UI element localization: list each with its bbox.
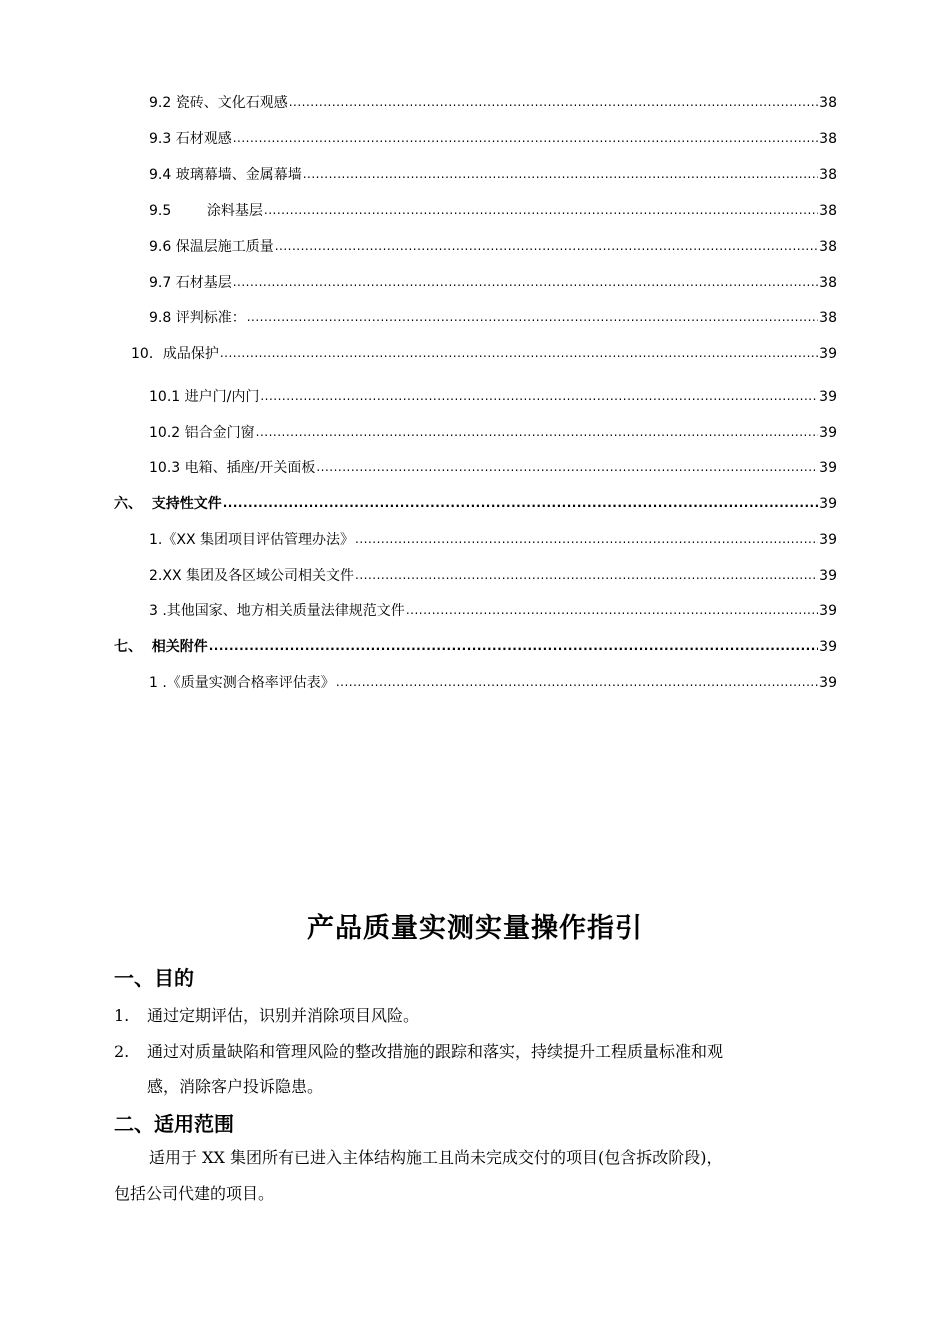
toc-entry[interactable] [149, 529, 837, 551]
toc-label: 10．成品保护 [131, 346, 219, 362]
toc-leader [289, 93, 818, 111]
toc-entry[interactable] [149, 307, 837, 329]
toc-leader [316, 458, 818, 476]
toc-page: 39 [819, 460, 837, 476]
scope-paragraph-line1: 适用于 XX 集团所有已进入主体结构施工且尚未完成交付的项目(包含拆改阶段)， [149, 1148, 723, 1167]
toc-label: 1 .《质量实测合格率评估表》 [149, 675, 335, 691]
list-number: 2. [114, 1042, 130, 1061]
toc-entry[interactable] [149, 236, 837, 258]
toc-page: 39 [819, 425, 837, 441]
toc-label: 3 .其他国家、地方相关质量法律规范文件 [149, 603, 405, 619]
toc-page: 38 [819, 131, 837, 147]
toc-label: 10.3 电箱、插座/开关面板 [149, 460, 316, 476]
toc-label: 10.2 铝合金门窗 [149, 425, 255, 441]
toc-label: 9.6 保温层施工质量 [149, 239, 274, 255]
toc-page: 39 [819, 346, 837, 362]
toc-leader [247, 308, 818, 326]
list-number: 1. [114, 1006, 130, 1025]
toc-page: 38 [819, 95, 837, 111]
section-heading-scope: 二、适用范围 [114, 1112, 234, 1136]
toc-label: 10.1 进户门/内门 [149, 389, 260, 405]
toc-label: 六、 支持性文件 [114, 496, 222, 512]
list-item-text-cont: 感，消除客户投诉隐患。 [147, 1077, 324, 1096]
list-item-text: 通过对质量缺陷和管理风险的整改措施的跟踪和落实，持续提升工程质量标准和观 [147, 1042, 724, 1061]
list-item-text: 通过定期评估，识别并消除项目风险。 [147, 1006, 420, 1025]
toc-page: 38 [819, 239, 837, 255]
toc-entry[interactable] [149, 164, 837, 186]
toc-label: 9.3 石材观感 [149, 131, 232, 147]
section-heading-purpose: 一、目的 [114, 966, 194, 990]
toc-page: 39 [819, 603, 837, 619]
toc-page: 39 [819, 639, 837, 655]
toc-entry[interactable] [149, 92, 837, 114]
toc-entry[interactable] [114, 636, 837, 658]
toc-leader [275, 237, 818, 255]
toc-page: 39 [819, 675, 837, 691]
toc-label: 七、 相关附件 [114, 639, 208, 655]
toc-page: 38 [819, 167, 837, 183]
toc-entry[interactable] [149, 672, 837, 694]
toc-leader [223, 494, 818, 512]
toc-leader [264, 201, 818, 219]
toc-entry[interactable] [149, 128, 837, 150]
toc-page: 38 [819, 203, 837, 219]
toc-leader [355, 566, 818, 584]
toc-leader [355, 530, 818, 548]
scope-paragraph-line2: 包括公司代建的项目。 [114, 1184, 275, 1203]
toc-leader [336, 673, 818, 691]
toc-leader [209, 637, 818, 655]
document-title: 产品质量实测实量操作指引 [307, 913, 643, 944]
toc-label: 9.8 评判标准： [149, 310, 246, 326]
toc-leader [233, 273, 818, 291]
toc-leader [303, 165, 818, 183]
toc-leader [260, 387, 818, 405]
toc-page: 38 [819, 275, 837, 291]
toc-label: 2.XX 集团及各区域公司相关文件 [149, 568, 354, 584]
toc-label: 9.7 石材基层 [149, 275, 232, 291]
toc-entry[interactable] [114, 493, 837, 515]
toc-entry[interactable] [131, 343, 837, 365]
toc-entry[interactable] [149, 386, 837, 408]
toc-entry[interactable] [149, 422, 837, 444]
toc-leader [256, 423, 819, 441]
toc-entry[interactable] [149, 457, 837, 479]
toc-page: 39 [819, 496, 837, 512]
toc-label: 9.4 玻璃幕墙、金属幕墙 [149, 167, 302, 183]
toc-page: 39 [819, 389, 837, 405]
toc-page: 39 [819, 568, 837, 584]
toc-entry[interactable] [149, 565, 837, 587]
toc-leader [220, 344, 818, 362]
toc-page: 39 [819, 532, 837, 548]
toc-entry[interactable] [149, 200, 837, 222]
toc-entry[interactable] [149, 600, 837, 622]
toc-page: 38 [819, 310, 837, 326]
toc-label: 9.2 瓷砖、文化石观感 [149, 95, 288, 111]
toc-label: 9.5 涂料基层 [149, 203, 263, 219]
toc-label: 1.《XX 集团项目评估管理办法》 [149, 532, 354, 548]
toc-leader [406, 601, 818, 619]
toc-leader [233, 129, 818, 147]
toc-entry[interactable] [149, 272, 837, 294]
